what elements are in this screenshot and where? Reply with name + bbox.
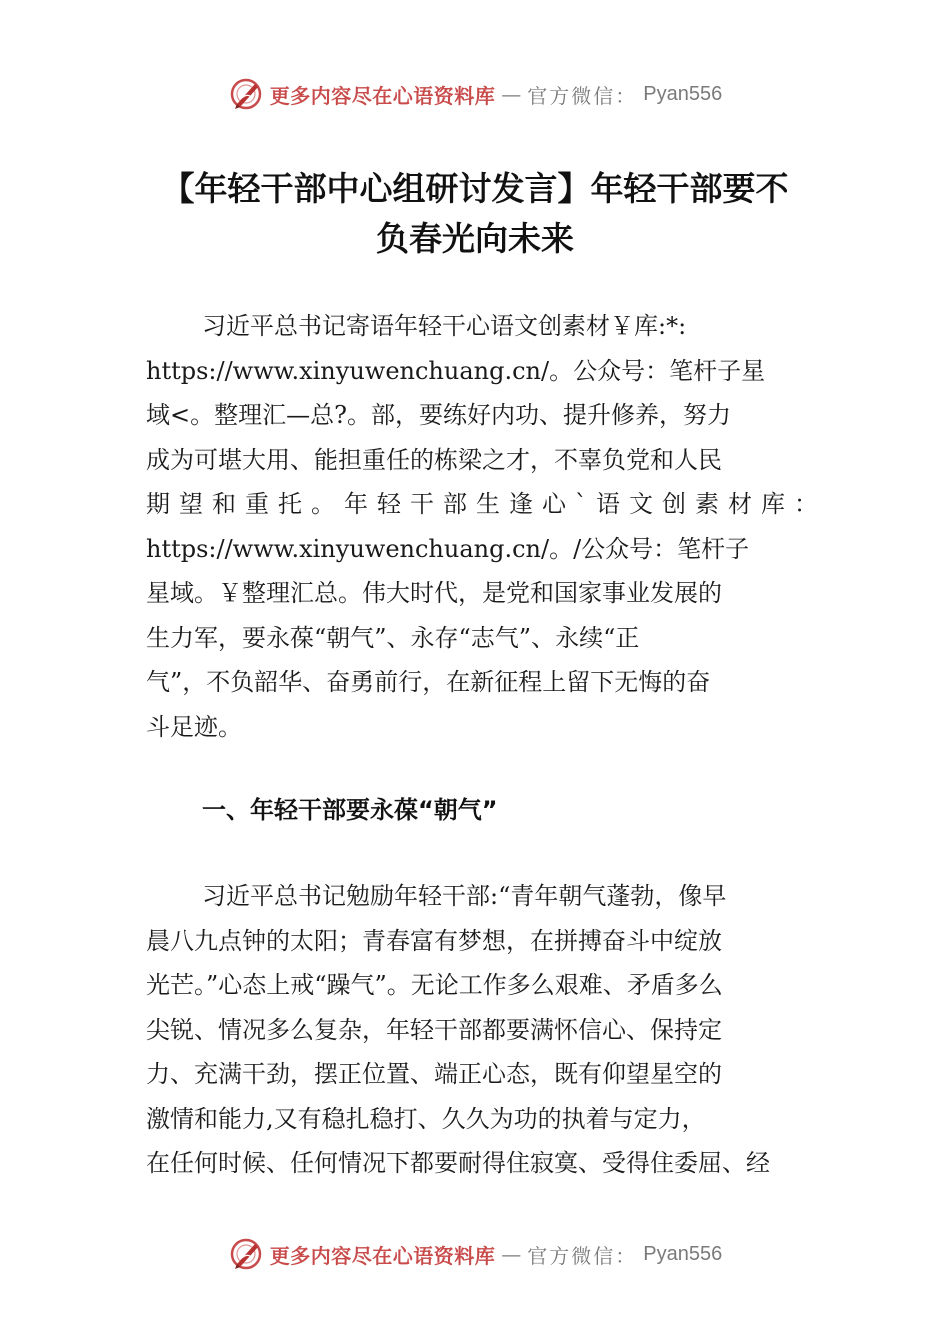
document-title [110, 164, 840, 264]
title-line-2: 负春光向未来 [376, 219, 574, 258]
paragraph-line: 星域。￥整理汇总。伟大时代，是党和国家事业发展的 [146, 579, 722, 607]
banner-dash: — [501, 82, 522, 106]
paragraph-line: 力、充满干劲，摆正位置、端正心态，既有仰望星空的 [146, 1060, 722, 1088]
footer-banner [0, 1232, 950, 1276]
paragraph-line: 成为可堪大用、能担重任的栋梁之才，不辜负党和人民 [146, 445, 722, 474]
paragraph-line: 晨八九点钟的太阳；青春富有梦想，在拼搏奋斗中绽放 [146, 926, 722, 955]
banner-dash: — [501, 1242, 522, 1266]
paragraph-line: 斗足迹。 [146, 712, 242, 741]
paragraph-line: 习近平总书记勉励年轻干部:“青年朝气蓬勃，像早 [202, 882, 727, 910]
paragraph-line: https://www.xinyuwenchuang.cn/。/公众号：笔杆子 [146, 534, 750, 563]
banner-promo-text: 更多内容尽在心语资料库 [269, 83, 496, 108]
paragraph-line: 习近平总书记寄语年轻干心语文创素材￥库:*: [202, 312, 687, 340]
banner-wechat-label: 官方微信： [527, 83, 638, 108]
paragraph-line: 生力军，要永葆“朝气”、永存“志气”、永续“正 [146, 623, 640, 652]
title-line-1: 【年轻干部中心组研讨发言】年轻干部要不 [161, 169, 789, 208]
banner-wechat-id: Pyan556 [643, 82, 723, 105]
paragraph-line: 在任何时候、任何情况下都要耐得住寂寞、受得住委屈、经 [146, 1149, 770, 1177]
banner-wechat-id: Pyan556 [643, 1242, 723, 1265]
paragraph-line: 期望和重托。年轻干部生逢心`语文创素材库： [146, 490, 818, 518]
section-heading-1: 一、年轻干部要永葆“朝气” [202, 796, 498, 824]
pen-logo-icon [228, 76, 264, 112]
banner-promo-text: 更多内容尽在心语资料库 [269, 1243, 496, 1268]
paragraph-line: 尖锐、情况多么复杂，年轻干部都要满怀信心、保持定 [146, 1015, 722, 1044]
header-banner [0, 72, 950, 116]
paragraph-intro [146, 304, 818, 749]
pen-logo-icon [228, 1236, 264, 1272]
banner-wechat-label: 官方微信： [527, 1243, 638, 1268]
paragraph-line: 域<。整理汇—总?。部，要练好内功、提升修养，努力 [146, 401, 731, 429]
paragraph-line: https://www.xinyuwenchuang.cn/。公众号：笔杆子星 [146, 356, 766, 385]
paragraph-section-1 [146, 874, 818, 1186]
paragraph-line: 气”，不负韶华、奋勇前行，在新征程上留下无悔的奋 [146, 668, 711, 696]
paragraph-line: 激情和能力,又有稳扎稳打、久久为功的执着与定力， [146, 1104, 706, 1133]
paragraph-line: 光芒。”心态上戒“躁气”。无论工作多么艰难、矛盾多么 [146, 971, 723, 999]
